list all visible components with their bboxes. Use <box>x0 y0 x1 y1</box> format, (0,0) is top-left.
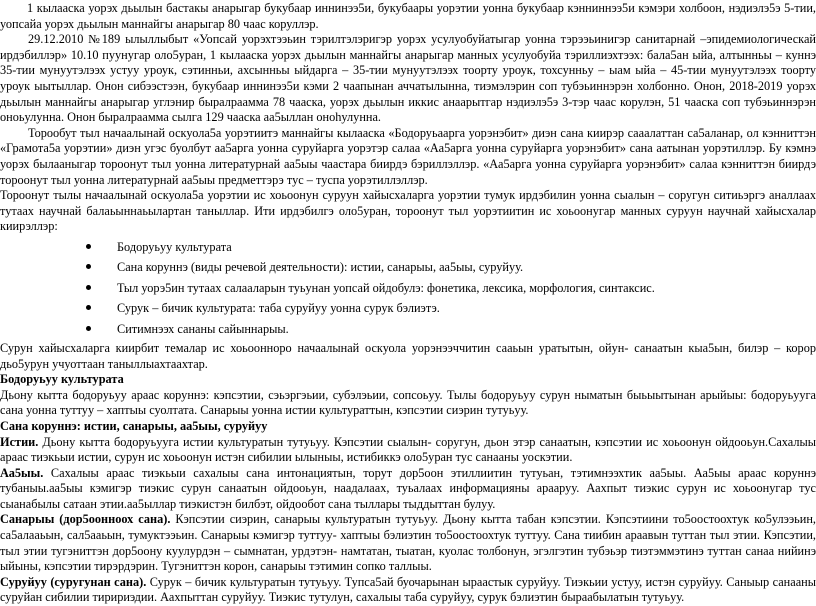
bullet-icon <box>86 326 91 331</box>
directions-list <box>0 237 816 339</box>
paragraph-reading: Аа5ыы. Сахалыы араас тиэкьыи сахалыы сана интонациятын, торут дор5оон этиллиитин тутуьан, тэтимнээхтик аа5ыы. Аа5ыы араас коруннэ тубаныы.аа5ыы кэмигэр тиэкис сурун санаатын ойдооьун, наадалаах, туьалаах информацияны арааруу. Аахпыт тиэкис сурун ис хоьоонугар тус сыанабылы сатаан этии.аа5ыллар тиэкистэн билбэт, ойдообот сана тыллары тыддыттан булуу. <box>0 465 816 511</box>
label-listening: Истии. <box>0 434 39 449</box>
bullet-icon <box>86 285 91 290</box>
paragraph-themes: Сурун хайысхаларга киирбит темалар ис хоьоонноро начаалынай оскуола уорэнээччитин сааьын уратытын, ойун- санаатын кыа5ын, билэр – корор дьо5урун учуоттаан таныллыахтаахтар. <box>0 340 816 371</box>
label-reading: Аа5ыы. <box>0 465 44 480</box>
list-item: Ситимнээх сананы сайыннарыы. <box>0 319 816 339</box>
paragraph-speaking: Санарыы (дор5оонноох сана). Кэпсэтии сиэрин, санарыы культуратын тутуьуу. Дьону кытта табан кэпсэтии. Кэпсэтиини то5оостоохтук ко5улээьин, са5алааьын, сал5ааьын, тумуктээьин. Санарыы кэмигэр туттуу- хаптыы бэлиэтин то5оостоохтук туттуу. Сана тиибин араавын туттан тыл этии. Кэпсэтии, тыл этии тугэниттэн дор5оону куулурдэн – сымнатан, урдэтэн- намтатан, тыатан, куолас толбонун, эгэлгэтин тубэьэр тиэтэммэтинэ туттан санаа нийинэ ыйыны, кэпсэтии тирэрдэрин. Тугэниттэн корон, санарыы тэтимин сопко таллыы. <box>0 512 816 574</box>
paragraph-native-language: Торообут тыл начаалынай оскуола5а уорэтиитэ маннайгы кылааска «Бодоруьаарга уорэнэбит» диэн сана киирэр сааалаттан са5аланар, ол кэнниттэн «Грамота5а уорэтии» диэн угэс буолбут аа5арга уонна суруйарга уорэтэр салаа «Аа5арга уонна суруйарга уорэнэбит» сана аатынан уорэтиллэр. Бу кэмнэ уорэх былааныгар тороонут тыл уонна литературнай аа5ыы чаастара биирдэ бэриллэллэр. «Аа5арга уонна суруйарга уорэнэбит» салаа кэнниттэн биирдэ тороонут тыл уонна литературнай аа5ыы предметтэрэ тус – туспа уорэтиллэллэр. <box>0 125 816 187</box>
label-speaking: Санарыы (дор5оонноох сана). <box>0 512 171 527</box>
paragraph-communication: Дьону кытта бодоруьуу араас коруннэ: кэпсэтии, сэьэргэьии, субэлэьии, сопсоьуу. Тылы бодоруьуу сурун ныматын быьыытынан арыйыы: бодоруьууга сана уонна туттуу – хаптыы суолтата. Санарыы уонна истии культураттын, кэпсэтии сиэрин тутуьуу. <box>0 387 816 418</box>
paragraph-intro: 1 кылааска уорэх дьылын бастакы анарыгар букубаар иннинээ5и, букубаары уорэтии уонна букубаар кэнниннээ5и кэмэри холбоон, нэдиэлэ5э 5-тии, уопсайа уорэх дьылын маннайгы анарыгар 80 чаас коруллэр. <box>0 1 816 31</box>
list-item: Тыл уорэ5ин тутаах салааларын туьунан уопсай ойдобулэ: фонетика, лексика, морфология, синтаксис. <box>0 278 816 298</box>
heading-speech-types: Сана коруннэ: истии, санарыы, аа5ыы, суруйуу <box>0 418 268 433</box>
paragraph-content-directions: Тороонут тылы начаалынай оскуола5а уорэтии ис хоьоонун суруун хайысхаларга уорэтии тумук ирдэбилин уонна сыалын – соругун ситиьэргэ аналлаах тутаах научнай балаьыннаьылартан таныллар. Ити ирдэбилгэ оло5уран, тороонут тыл уорэтиитин ис хоьоонугар манных суруун научнай хайысхалар киирэллэр: <box>0 188 816 234</box>
bullet-icon <box>86 244 91 249</box>
label-writing: Суруйуу (суругунан сана). <box>0 574 147 589</box>
paragraph-writing: Суруйуу (суругунан сана). Сурук – бичик культуратын тутуьуу. Тупса5ай буочарынан ыраастык суруйуу. Тиэкьии устуу, истэн суруйуу. Саныыр санааны суруйан сибилии тиририэдии. Аахпыттан суруйуу. Тиэкис тутулун, сахалыы таба суруйуу, сурук бэлиэтин быраабылатын тутуьуу. <box>0 574 816 605</box>
bullet-icon <box>86 264 91 269</box>
list-item: Бодоруьуу культурата <box>0 237 816 257</box>
list-item: Сурук – бичик культурата: таба суруйуу уонна сурук бэлиэтэ. <box>0 298 816 318</box>
heading-communication-culture: Бодоруьуу культурата <box>0 372 124 387</box>
paragraph-sanitary-rules: 29.12.2010 №189 ылыллыбыт «Уопсай уорэхтээьин тэрилтэлэригэр уорэх усулуобуйатыгар уонна тэрээьинигэр санитарнай –эпидемиологическай ирдэбиллэр» 10.10 пуунугар оло5уран, 1 кылааска уорэх дьылын маннайгы анарыгар манных усулуобуйа тэриллиэхтээх: бала5ан ыйа, алтынньы – куннэ 35-тии мунуутэлээх устуу уроук, сэтинньи, ахсынньы ыйдарга – 35-тии мунуутэлээх тоорту уроук, тохсунньу – ыам ыйа – 45-тии мунуутэлээх тоорту уроук ыытыллар. Онон сибээстээн, букубаар иннинээ5и кэми 2 чаапынан аччатылынна, тиэмэлэрин соп тубэьиннэрэн холбонно. Онон, 2018-2019 уорэх дьылын маннайгы анарыгар углэнир быралраамма 78 чааска, уорэх дьылын иккис анаарытгар нэдиэлэ5э 3-тэр чаас корулэн, 51 чааска соп тубэьиннэрэн оноьулунна. Онон быралраамма сылга 129 чааска аа5ыллан оноhулунна. <box>0 32 816 125</box>
paragraph-listening: Истии. Дьону кытта бодоруьууга истии культуратын тутуьуу. Кэпсэтии сыалын- соругун, дьон этэр санаатын, кэпсэтии ис хоьоонун ойдооьун.Сахалыы араас тиэкьыи истии, сурун ис хоьоонун истэн сибилии ылыныы, истибиккэ оло5уран тус санааны уоскэтии. <box>0 434 816 465</box>
list-item: Сана коруннэ (виды речевой деятельности): истии, санарыы, аа5ыы, суруйуу. <box>0 257 816 277</box>
bullet-icon <box>86 305 91 310</box>
